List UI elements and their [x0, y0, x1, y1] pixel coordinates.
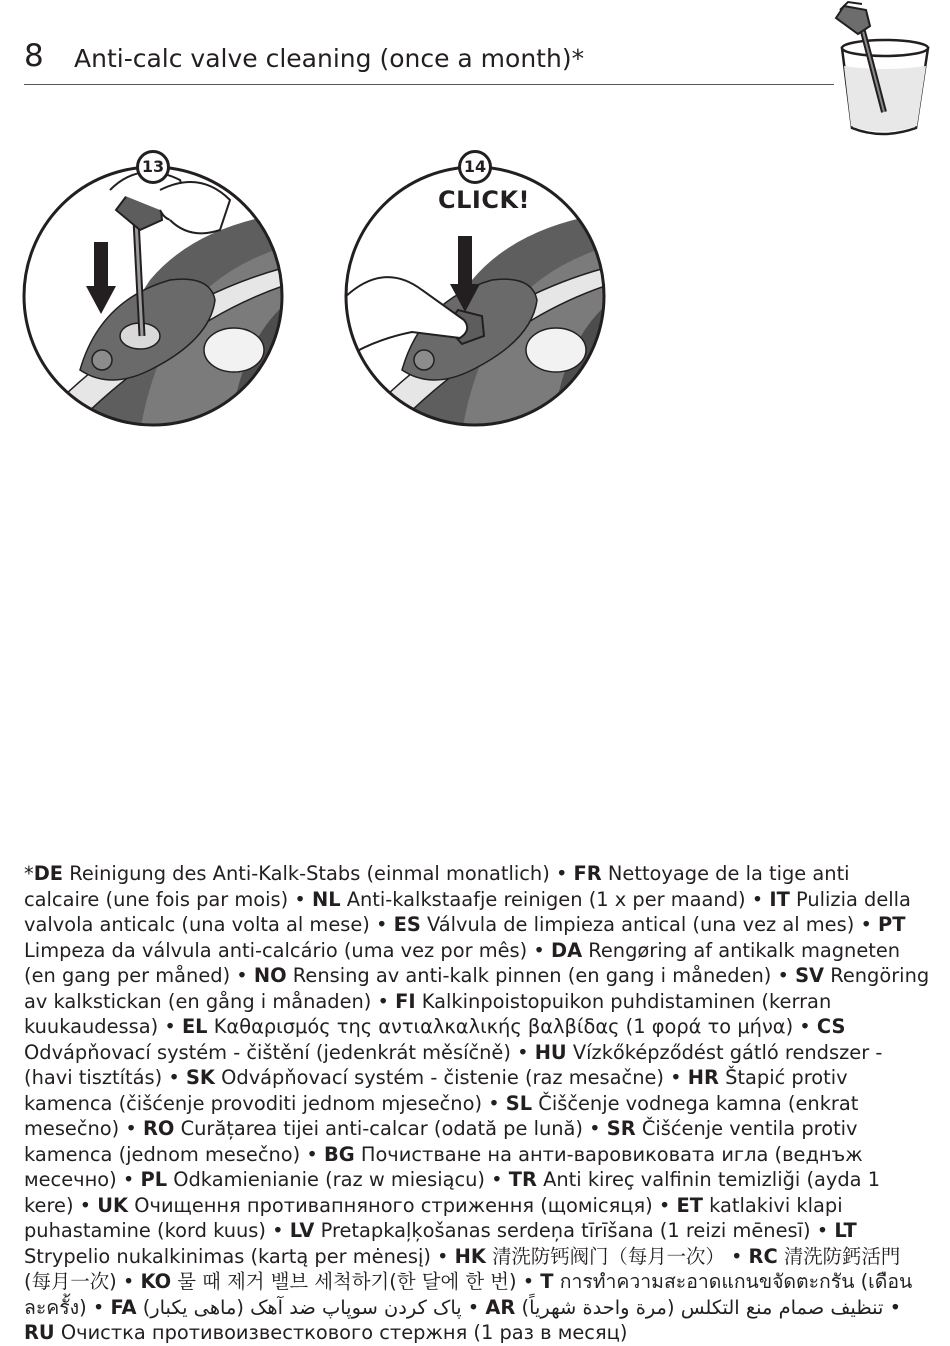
bullet-separator: • [724, 1244, 749, 1268]
language-code: SV [795, 964, 825, 987]
bullet-separator: • [549, 862, 574, 885]
language-code: FI [395, 989, 416, 1013]
bullet-separator: • [288, 887, 312, 911]
bullet-separator: • [771, 964, 796, 987]
bullet-separator: • [810, 1219, 835, 1242]
bullet-separator: • [158, 1015, 182, 1038]
language-text: Čišćenje ventila protiv kamenca (jednom mesečno) [24, 1117, 858, 1166]
footnote-entry-no [254, 964, 771, 987]
footnote-entry-de [34, 862, 550, 885]
language-code: T [540, 1270, 554, 1293]
footnote-entry-hk [455, 1245, 725, 1268]
language-text: Odvápňovací systém - čistenie (raz mesačne) [221, 1066, 664, 1089]
bullet-separator: • [516, 1270, 541, 1293]
footnote-asterisk: * [24, 862, 34, 885]
step-14-badge: 14 [458, 150, 492, 184]
language-text: 清洗防钙阀门（每月一次） [492, 1244, 725, 1268]
bullet-separator: • [883, 1295, 902, 1319]
language-text: Очистка противоизвесткового стержня (1 раз в месяц) [60, 1321, 628, 1344]
bullet-separator: • [116, 1270, 141, 1293]
language-text: Καθαρισμός της αντιαλκαλικής βαλβίδας (1 φορά το μήνα) [213, 1015, 794, 1038]
bullet-separator: • [482, 1091, 506, 1115]
bullet-separator: • [162, 1066, 186, 1089]
footnote-entry-fa [110, 1296, 461, 1319]
language-text: Pretapkaļķošanas serdeņa tīrīšana (1 reizi mēnesī) [320, 1219, 811, 1242]
footnote-entry-nl [312, 888, 746, 911]
language-text: Reinigung des Anti-Kalk-Stabs (einmal monatlich) [69, 862, 550, 885]
bullet-separator: • [119, 1117, 143, 1140]
footnote-entries [24, 862, 929, 1344]
click-label: CLICK! [438, 186, 530, 214]
bullet-separator: • [116, 1168, 141, 1191]
bullet-separator: • [583, 1117, 607, 1140]
language-code: TR [508, 1168, 537, 1191]
language-text: Anti-kalkstaafje reinigen (1 x per maand) [346, 887, 746, 911]
language-code: SK [185, 1066, 215, 1089]
language-text: (ماهی یکبار) پاک کردن سوپاپ ضد آهک [142, 1295, 462, 1319]
language-code: SL [505, 1091, 533, 1115]
bullet-separator: • [300, 1142, 324, 1166]
language-code: HU [534, 1040, 567, 1064]
language-code: HK [454, 1244, 486, 1268]
footnote-entry-ru [24, 1321, 627, 1344]
language-text: Rensing av anti-kalk pinnen (en gang i måneden) [292, 964, 772, 987]
language-code: DA [550, 938, 583, 962]
footnote-entry-es [394, 913, 855, 936]
language-text: การทำความสะอาดแกนขจัดตะกรัน (เดือนละครั้ง) [24, 1270, 913, 1319]
multilingual-footnote [24, 861, 930, 1346]
footnote-entry-el [182, 1015, 793, 1038]
language-text: Limpeza da válvula anti-calcário (uma vez por mês) [24, 938, 528, 962]
footnote-entry-ro [143, 1117, 583, 1140]
language-code: IT [769, 887, 790, 911]
language-code: PL [140, 1168, 168, 1191]
footnote-entry-ar [485, 1296, 883, 1319]
language-code: CS [816, 1015, 846, 1038]
language-code: RC [748, 1244, 778, 1268]
language-code: NO [253, 964, 287, 987]
language-code: AR [485, 1295, 516, 1319]
section-title: Anti-calc valve cleaning (once a month)* [74, 44, 585, 73]
step-13-illustration [20, 150, 290, 432]
footnote-entry-uk [97, 1194, 652, 1217]
language-text: Nettoyage de la tige anti calcaire (une fois par mois) [24, 862, 850, 911]
bullet-separator: • [745, 887, 770, 911]
language-text: 물 때 제거 밸브 세척하기(한 달에 한 번) [177, 1270, 517, 1293]
bullet-separator: • [854, 913, 879, 936]
language-text: Pulizia della valvola anticalc (una volta al mese) [24, 887, 911, 936]
bullet-separator: • [510, 1040, 535, 1064]
language-text: Štapić protiv kamenca (čišćenje provoditi jednom mjesečno) [24, 1066, 848, 1115]
language-code: RO [143, 1117, 175, 1140]
language-text: Curățarea tijei anti-calcar (odată pe lună) [180, 1117, 583, 1140]
bullet-separator: • [430, 1244, 455, 1268]
language-code: BG [323, 1142, 355, 1166]
bullet-separator: • [369, 913, 394, 936]
language-code: FA [110, 1295, 137, 1319]
language-text: Čiščenje vodnega kamna (enkrat mesečno) [24, 1091, 859, 1140]
bullet-separator: • [461, 1295, 486, 1319]
footnote-entry-ko [140, 1270, 516, 1293]
language-text: (مرة واحدة شهرياً) تنظيف صمام منع التكلس [521, 1295, 884, 1319]
language-code: LT [834, 1219, 857, 1242]
language-code: RU [24, 1321, 55, 1344]
bullet-separator: • [485, 1168, 509, 1191]
language-text: Очищення противапняного стриження (щомісяця) [134, 1193, 653, 1217]
language-text: Odkamienianie (raz w miesiącu) [173, 1168, 485, 1191]
language-text: Válvula de limpieza antical (una vez al mes) [427, 913, 855, 936]
language-text: Vízkőképződést gátló rendszer - (havi tisztítás) [24, 1040, 883, 1089]
language-code: PT [878, 913, 906, 936]
language-code: LV [289, 1219, 315, 1242]
language-code: DE [33, 862, 64, 885]
bullet-separator: • [265, 1219, 290, 1242]
footnote-entry-pl [140, 1168, 485, 1191]
language-text: Kalkinpoistopuikon puhdistaminen (kerran kuukaudessa) [24, 989, 832, 1038]
language-code: EL [181, 1015, 208, 1038]
language-text: Rengöring av kalkstickan (en gång i månaden) [24, 964, 930, 1013]
language-code: HR [687, 1066, 719, 1089]
language-text: katlakivi klapi puhastamine (kord kuus) [24, 1193, 843, 1242]
language-text: Strypelio nukalkinimas (kartą per mėnesį) [24, 1244, 431, 1268]
section-number: 8 [24, 38, 44, 74]
section-header [24, 36, 834, 85]
bullet-separator: • [230, 964, 254, 987]
language-code: UK [97, 1193, 129, 1217]
footnote-entry-sk [186, 1066, 664, 1089]
language-code: KO [140, 1270, 172, 1293]
bullet-separator: • [73, 1193, 98, 1217]
language-code: FR [573, 862, 602, 885]
language-text: Rengøring af antikalk magneten (en gang per måned) [24, 938, 901, 987]
language-text: 清洗防鈣活門 (每月一次) [24, 1244, 901, 1293]
bullet-separator: • [86, 1295, 111, 1319]
language-text: Anti kireç valfinin temizliği (ayda 1 kere) [24, 1168, 881, 1217]
language-code: ET [676, 1193, 703, 1217]
bullet-separator: • [793, 1015, 817, 1038]
language-code: NL [311, 887, 341, 911]
bullet-separator: • [527, 938, 551, 962]
bullet-separator: • [652, 1193, 677, 1217]
bullet-separator: • [371, 989, 396, 1013]
language-text: Почистване на анти-варовиковата игла (веднъж месечно) [24, 1142, 863, 1191]
language-code: SR [606, 1117, 636, 1140]
step-14-illustration [342, 150, 612, 432]
language-code: ES [393, 913, 421, 936]
language-text: Odvápňovací systém - čištění (jedenkrát měsíčně) [24, 1040, 511, 1064]
bullet-separator: • [663, 1066, 688, 1089]
footnote-entry-lv [290, 1219, 811, 1242]
valve-in-glass-illustration [822, 0, 950, 140]
step-13-badge: 13 [136, 150, 170, 184]
